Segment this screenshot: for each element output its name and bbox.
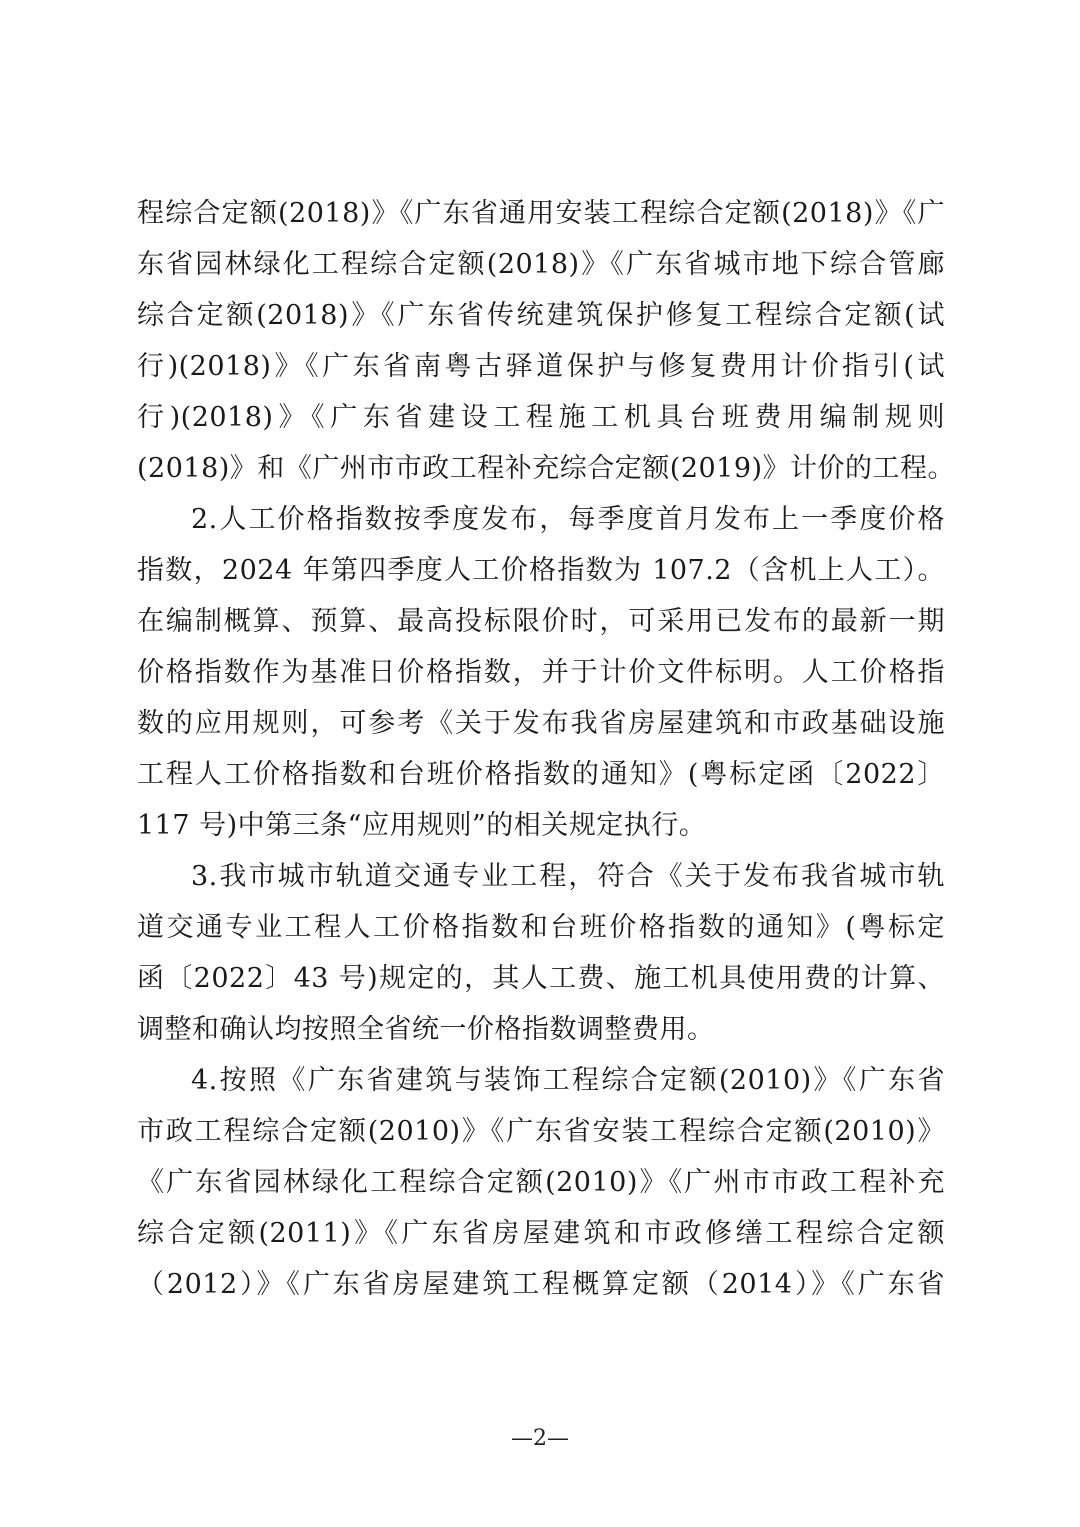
text-line: 价格指数作为基准日价格指数，并于计价文件标明。人工价格指	[137, 657, 945, 688]
text-line: 2.人工价格指数按季度发布，每季度首月发布上一季度价格	[191, 504, 945, 535]
text-line: 行)(2018)》《广东省南粤古驿道保护与修复费用计价指引(试	[137, 351, 945, 382]
text-line: 行)(2018)》《广东省建设工程施工机具台班费用编制规则	[137, 402, 945, 433]
text-line: 117 号)中第三条“应用规则”的相关规定执行。	[137, 810, 707, 841]
text-line: 道交通专业工程人工价格指数和台班价格指数的通知》(粤标定	[137, 912, 945, 943]
text-line: 数的应用规则，可参考《关于发布我省房屋建筑和市政基础设施	[137, 708, 945, 739]
text-line: 3.我市城市轨道交通专业工程，符合《关于发布我省城市轨	[191, 861, 945, 892]
text-line: （2012）》《广东省房屋建筑工程概算定额（2014）》《广东省	[137, 1269, 945, 1300]
text-line: 程综合定额(2018)》《广东省通用安装工程综合定额(2018)》《广	[137, 198, 945, 229]
text-line: 市政工程综合定额(2010)》《广东省安装工程综合定额(2010)》	[137, 1116, 945, 1147]
text-line: (2018)》和《广州市市政工程补充综合定额(2019)》计价的工程。	[137, 453, 956, 484]
text-line: 《广东省园林绿化工程综合定额(2010)》《广州市市政工程补充	[137, 1167, 945, 1198]
text-line: 工程人工价格指数和台班价格指数的通知》(粤标定函〔2022〕	[137, 759, 945, 790]
text-line: 指数，2024 年第四季度人工价格指数为 107.2（含机上人工）。	[137, 555, 945, 586]
body-text	[137, 188, 956, 1310]
text-line: 调整和确认均按照全省统一价格指数调整费用。	[137, 1014, 715, 1045]
text-line: 东省园林绿化工程综合定额(2018)》《广东省城市地下综合管廊	[137, 249, 945, 280]
text-line: 函〔2022〕43 号)规定的，其人工费、施工机具使用费的计算、	[137, 963, 945, 994]
text-line: 在编制概算、预算、最高投标限价时，可采用已发布的最新一期	[137, 606, 945, 637]
text-line: 综合定额(2018)》《广东省传统建筑保护修复工程综合定额(试	[137, 300, 945, 331]
text-line: 4.按照《广东省建筑与装饰工程综合定额(2010)》《广东省	[191, 1065, 945, 1096]
text-line: 综合定额(2011)》《广东省房屋建筑和市政修缮工程综合定额	[137, 1218, 945, 1249]
page-number: —2—	[511, 1426, 569, 1451]
